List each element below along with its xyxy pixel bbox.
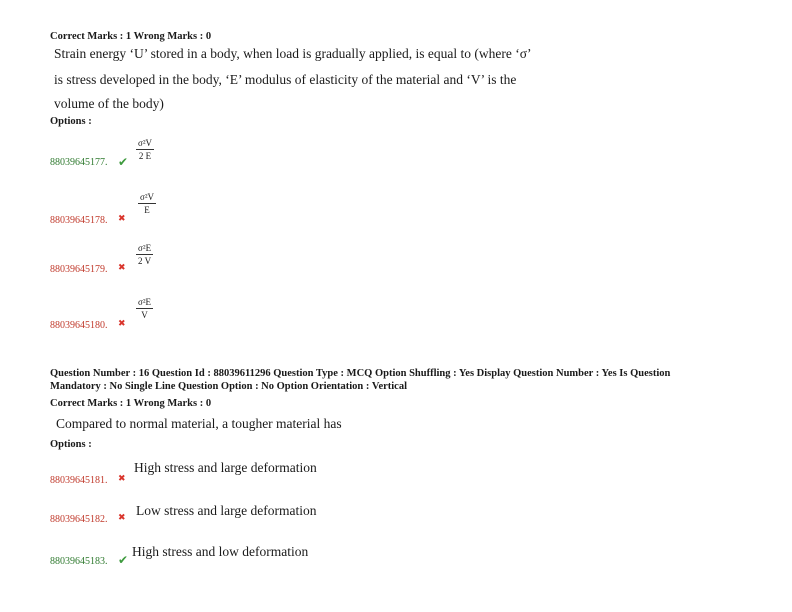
formula-denominator: E [144,205,150,215]
q1-option-1-id: 88039645177. [50,157,108,168]
q2-meta-line-2: Mandatory : No Single Line Question Option : No Option Orientation : Vertical [50,381,408,392]
formula-numerator: σ²V [140,192,155,202]
cross-icon: ✖ [118,263,126,273]
q1-option-3-id: 88039645179. [50,264,108,275]
cross-icon: ✖ [118,319,126,329]
cross-icon: ✖ [118,474,126,484]
q2-option-1-id: 88039645181. [50,475,108,486]
q1-text-line-1: Strain energy ‘U’ stored in a body, when load is gradually applied, is equal to (where ‘σ’ [54,46,532,61]
q2-text: Compared to normal material, a tougher material has [56,416,342,431]
check-icon: ✔ [118,553,129,567]
q2-option-2-id: 88039645182. [50,514,108,525]
q2-marks: Correct Marks : 1 Wrong Marks : 0 [50,398,212,409]
q1-text-line-2: is stress developed in the body, ‘E’ modulus of elasticity of the material and ‘V’ is the [54,72,517,87]
formula-denominator: 2 V [138,256,152,266]
cross-icon: ✖ [118,513,126,523]
q1-option-1-formula [136,139,154,161]
formula-denominator: V [141,310,148,320]
q1-option-2-id: 88039645178. [50,215,108,226]
formula-numerator: σ²V [138,138,153,148]
q2-option-2-text: Low stress and large deformation [136,503,317,518]
check-icon: ✔ [118,155,129,169]
q1-option-2-formula [138,193,156,215]
q2-option-1-text: High stress and large deformation [134,460,317,475]
q2-options-label: Options : [50,439,92,450]
q2-option-3-id: 88039645183. [50,556,108,567]
formula-denominator: 2 E [138,151,152,161]
formula-numerator: σ²E [138,297,152,307]
q1-options-label: Options : [50,116,92,127]
q1-option-4-id: 88039645180. [50,320,108,331]
q1-option-3-formula [136,244,153,266]
q1-text-line-3: volume of the body) [54,96,164,111]
q2-meta-line-1: Question Number : 16 Question Id : 88039611296 Question Type : MCQ Option Shuffling : Yes Display Question Number : Yes Is Question [50,368,671,379]
q1-marks: Correct Marks : 1 Wrong Marks : 0 [50,31,212,42]
cross-icon: ✖ [118,214,126,224]
q1-option-4-formula [136,298,153,320]
formula-numerator: σ²E [138,243,152,253]
q2-option-3-text: High stress and low deformation [132,544,309,559]
